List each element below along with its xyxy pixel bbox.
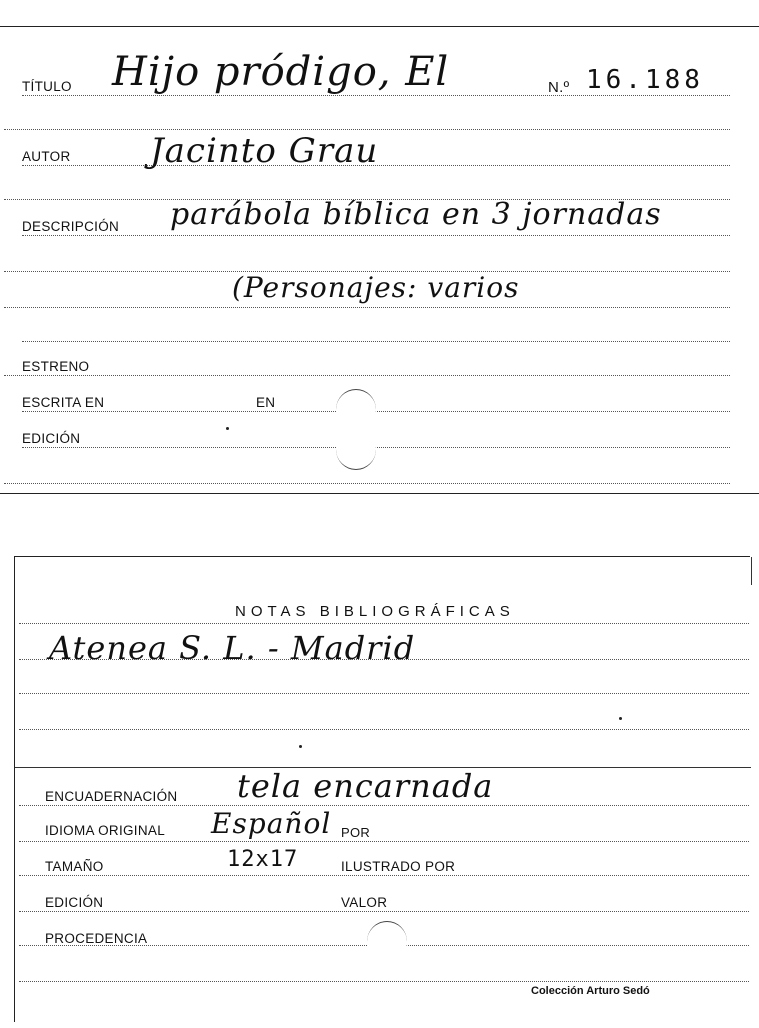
encuadernacion-label: ENCUADERNACIÓN <box>45 789 178 804</box>
procedencia-label: PROCEDENCIA <box>45 931 148 946</box>
encuadernacion-value: tela encarnada <box>237 767 494 805</box>
rule-line <box>4 307 730 308</box>
rule-line <box>22 235 730 236</box>
erased-spot <box>336 429 376 470</box>
border-line <box>751 557 752 585</box>
rule-line <box>19 841 749 842</box>
catalog-card-main <box>0 26 759 494</box>
autor-label: AUTOR <box>22 149 71 164</box>
descripcion-label: DESCRIPCIÓN <box>22 219 120 234</box>
edicion-label-notes: EDICIÓN <box>45 895 104 910</box>
rule-line <box>19 693 749 694</box>
idioma-label: IDIOMA ORIGINAL <box>45 823 166 838</box>
notas-value: Atenea S. L. - Madrid <box>49 629 416 667</box>
descripcion-value: parábola bíblica en 3 jornadas <box>170 197 662 232</box>
rule-line <box>19 911 749 912</box>
collection-stamp: Colección Arturo Sedó <box>531 985 650 997</box>
ink-mark <box>619 717 622 720</box>
notas-heading: NOTAS BIBLIOGRÁFICAS <box>235 603 515 620</box>
rule-line <box>19 729 749 730</box>
rule-line <box>4 129 730 130</box>
titulo-value: Hijo pródigo, El <box>112 49 450 95</box>
descripcion-value-2: (Personajes: varios <box>232 271 520 304</box>
idioma-value: Español <box>211 807 332 840</box>
rule-line <box>19 659 749 660</box>
rule-line <box>22 411 730 412</box>
ink-mark <box>299 745 302 748</box>
erased-spot <box>367 921 407 962</box>
numero-label: N.º <box>548 79 570 96</box>
tamano-value: 12x17 <box>227 847 299 872</box>
ink-mark <box>226 427 229 430</box>
por-label: POR <box>341 825 371 840</box>
rule-line <box>22 341 730 342</box>
autor-value: Jacinto Grau <box>150 131 379 171</box>
rule-line <box>19 875 749 876</box>
rule-line <box>19 981 749 982</box>
rule-line <box>22 447 730 448</box>
rule-line <box>19 623 749 624</box>
erased-spot <box>336 389 376 430</box>
rule-line <box>19 805 749 806</box>
tamano-label: TAMAÑO <box>45 859 104 874</box>
numero-value: 16.188 <box>586 65 704 95</box>
rule-line <box>22 95 730 96</box>
ilustrado-label: ILUSTRADO POR <box>341 859 456 874</box>
rule-line <box>4 483 730 484</box>
estreno-label: ESTRENO <box>22 359 90 374</box>
valor-label: VALOR <box>341 895 388 910</box>
en-label: EN <box>256 395 276 410</box>
rule-line <box>4 375 730 376</box>
titulo-label: TÍTULO <box>22 79 72 94</box>
escrita-en-label: ESCRITA EN <box>22 395 105 410</box>
edicion-label: EDICIÓN <box>22 431 81 446</box>
catalog-card-notes <box>14 556 750 1022</box>
